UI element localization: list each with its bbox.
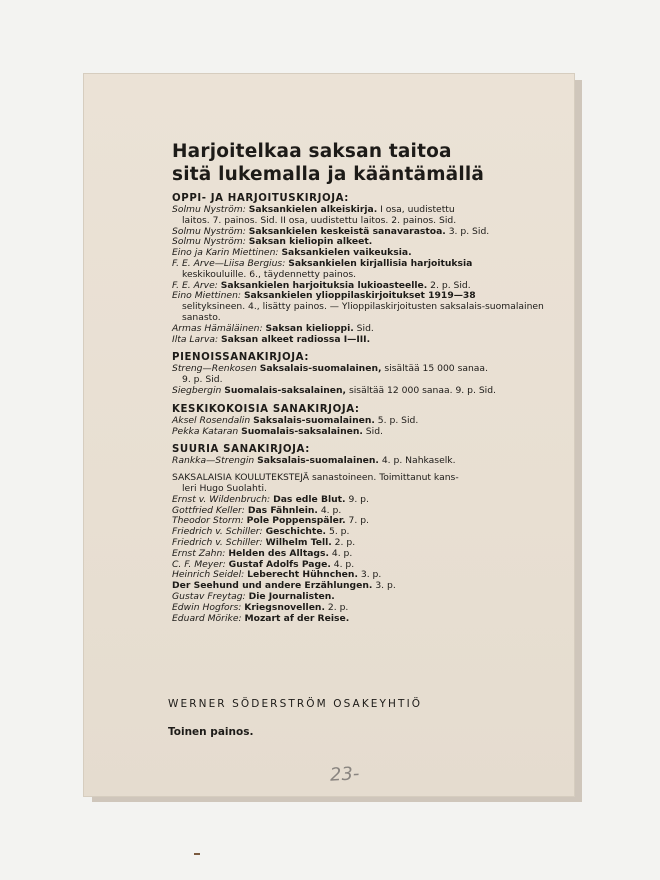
section-heading: SUURIA SANAKIRJOJA: [172,444,310,456]
entry-author: Eduard Mörike: [172,612,242,624]
entry-author: Gottfried Keller: [172,504,245,516]
entry-details: 4. p. Nahkaselk. [378,455,456,467]
entry-title: Die Journalisten. [248,590,335,602]
book-entry [172,427,562,438]
school-text-entry [172,614,562,625]
entry-title: Saksalais-suomalainen. [257,455,379,467]
publisher-name: WERNER SÖDERSTRÖM OSAKEYHTIÖ [168,698,423,710]
entry-author: Heinrich Seidel: [172,569,245,581]
entry-title: Leberecht Hühnchen. [247,569,358,581]
book-back-cover [84,74,574,796]
section-heading: PIENOISSANAKIRJOJA: [172,352,310,364]
entry-title: Kriegsnovellen. [244,601,325,613]
entry-title: Geschichte. [265,526,327,538]
headline-line-2: sitä lukemalla ja kääntämällä [172,164,485,185]
entry-author: F. E. Arve: [172,279,218,291]
entry-details: 3. p. Sid. [445,225,490,237]
entry-details: Sid. [362,425,383,437]
entry-author: Rankka—Strengin [172,455,255,467]
entry-continuation: keskikouluille. 6., täydennetty painos. [182,268,357,280]
school-texts-list [172,495,562,625]
entry-title: Saksankielen ylioppilaskirjoitukset 1919—38 [243,290,476,302]
entry-author: Aksel Rosendalin [172,414,251,426]
book-entry [172,456,562,467]
entry-author: Friedrich v. Schiller: [172,536,263,548]
handwritten-mark: 23- [329,763,360,786]
book-entry [172,364,562,375]
entry-details: 9. p. [345,493,369,505]
entry-details: 4. p. [330,558,355,570]
entry-continuation: 9. p. Sid. [182,374,223,386]
book-list-sections [172,192,562,467]
entry-title: Saksan kielioppi. [265,322,354,334]
cover-text-block [172,140,562,624]
entry-title: Gustaf Adolfs Page. [228,558,331,570]
entry-title: Saksankielen vaikeuksia. [281,247,412,259]
entry-author: Pekka Kataran [172,425,239,437]
entry-continuation: laitos. 7. painos. Sid. II osa, uudistettu laitos. 2. painos. Sid. [182,214,457,226]
entry-title: Pole Poppenspäler. [246,515,346,527]
entry-details: 3. p. [372,580,396,592]
entry-details: 7. p. [345,515,369,527]
entry-author: Eino ja Karin Miettinen: [172,247,279,259]
book-entry [172,335,562,346]
entry-details: 2. p. [331,536,356,548]
entry-details: 4. p. [328,547,353,559]
entry-author: Solmu Nyström: [172,204,246,215]
entry-author: Solmu Nyström: [172,225,246,237]
entry-title: Saksalais-suomalainen, [259,363,382,375]
entry-title: Wilhelm Tell. [265,536,332,548]
entry-author: Ernst Zahn: [172,547,226,559]
entry-author: Friedrich v. Schiller: [172,526,263,538]
entry-title: Suomalais-saksalainen, [224,384,347,396]
entry-title: Saksankielen keskeistä sanavarastoa. [248,225,446,237]
school-texts-section [172,473,562,624]
entry-title: Saksan kieliopin alkeet. [248,236,373,248]
entry-continuation: selityksineen. 4., lisätty painos. — Ylioppilaskirjoitusten saksalais-suomalainen sanasto. [182,301,544,323]
entry-author: Siegbergin [172,384,222,396]
entry-author: Ernst v. Wildenbruch: [172,493,271,505]
entry-author: Gustav Freytag: [172,590,246,602]
entry-title: Saksalais-suomalainen. [253,414,375,426]
section-heading: KESKIKOKOISIA SANAKIRJOJA: [172,403,360,415]
headline-line-1: Harjoitelkaa saksan taitoa [172,141,452,162]
entry-details: 5. p. Sid. [374,414,419,426]
entry-title: Saksankielen harjoituksia lukioasteelle. [220,279,428,291]
entry-author: Ilta Larva: [172,333,219,345]
entry-details: 2. p. Sid. [427,279,471,291]
entry-author: Armas Hämäläinen: [172,322,263,334]
entry-details: 3. p. [357,569,382,581]
entry-author: Solmu Nyström: [172,236,246,248]
entry-title: Das edle Blut. [273,493,346,505]
entry-author: F. E. Arve—Liisa Bergius: [172,257,286,269]
ink-mark [194,853,200,855]
entry-title: Helden des Alltags. [228,547,329,559]
book-section [172,443,562,467]
entry-author: C. F. Meyer: [172,558,226,570]
entry-details: I osa, uudistettu [377,204,455,215]
school-texts-intro: SAKSALAISIA KOULUTEKSTEJÄ sanastoineen. Toimittanut kans- [172,472,459,484]
entry-details: sisältää 15 000 sanaa. [381,363,488,375]
entry-author: Theodor Storm: [172,515,244,527]
entry-author: Edwin Hogfors: [172,601,242,613]
entry-author: Streng—Renkosen [172,363,257,375]
entry-author: Eino Miettinen: [172,290,242,302]
school-texts-intro-cont: leri Hugo Suolahti. [182,482,267,494]
entry-details: 5. p. [326,526,350,538]
entry-title: Mozart af der Reise. [244,612,350,624]
book-entry [172,386,562,397]
entry-title: Saksankielen alkeiskirja. [248,204,378,215]
book-section [172,403,562,438]
entry-title: Der Seehund und andere Erzählungen. [172,580,373,592]
entry-details: 4. p. [317,504,342,516]
entry-details: sisältää 12 000 sanaa. 9. p. Sid. [346,384,496,396]
entry-title: Saksan alkeet radiossa I—III. [221,333,371,345]
edition-note: Toinen painos. [168,726,254,738]
section-heading: OPPI- JA HARJOITUSKIRJOJA: [172,193,349,204]
book-section [172,192,562,345]
entry-details: Sid. [353,322,374,334]
entry-title: Das Fähnlein. [247,504,318,516]
entry-title: Suomalais-saksalainen. [241,425,363,437]
entry-title: Saksankielen kirjallisia harjoituksia [288,257,473,269]
book-section [172,351,562,396]
entry-details: 2. p. [324,601,349,613]
